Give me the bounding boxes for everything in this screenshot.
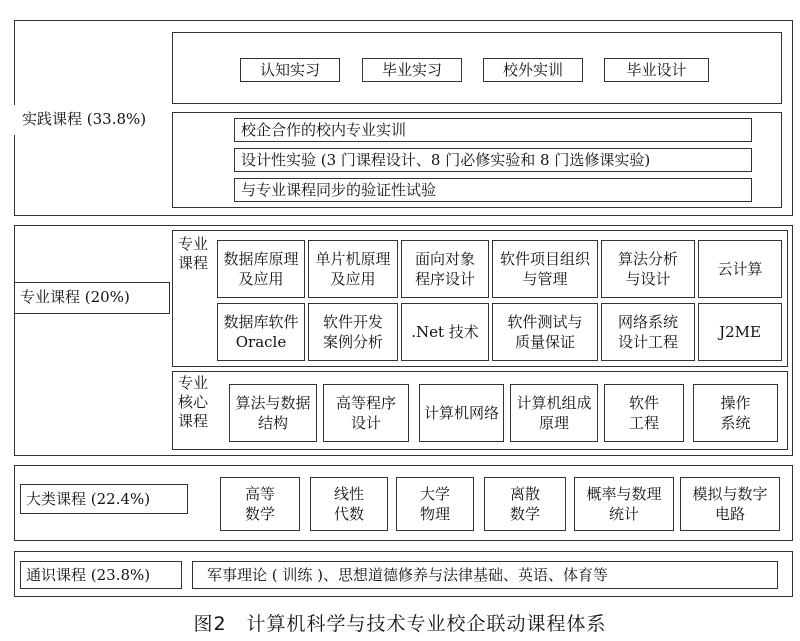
course-database-principles: 数据库原理 及应用 bbox=[217, 240, 305, 298]
course-software-testing: 软件测试与 质量保证 bbox=[492, 303, 598, 361]
practice-item-school-enterprise-training: 校企合作的校内专业实训 bbox=[234, 118, 752, 142]
core-courses-label: 专业 核心 课程 bbox=[178, 374, 209, 430]
course-software-project-management: 软件项目组织 与管理 bbox=[492, 240, 598, 298]
practice-item-cognition: 认知实习 bbox=[240, 58, 340, 82]
practice-item-external-training: 校外实训 bbox=[483, 58, 583, 82]
course-j2me: J2ME bbox=[698, 303, 782, 361]
course-data-structures: 算法与数据 结构 bbox=[229, 384, 317, 442]
major-label-text: 专业课程 (20%) bbox=[20, 288, 130, 306]
course-network-system-design: 网络系统 设计工程 bbox=[601, 303, 695, 361]
course-software-case-analysis: 软件开发 案例分析 bbox=[308, 303, 398, 361]
practice-item-graduation-design: 毕业设计 bbox=[604, 58, 709, 82]
general-education-label-text: 通识课程 (23.8%) bbox=[26, 566, 151, 584]
general-education-content: 军事理论 ( 训练 )、思想道德修养与法律基础、英语、体育等 bbox=[192, 561, 778, 589]
practice-item-design-experiments: 设计性实验 (3 门课程设计、8 门必修实验和 8 门选修课实验) bbox=[234, 148, 752, 172]
course-algorithm-analysis: 算法分析 与设计 bbox=[601, 240, 695, 298]
course-dotnet: .Net 技术 bbox=[401, 303, 489, 361]
course-mcu-principles: 单片机原理 及应用 bbox=[308, 240, 398, 298]
course-oracle: 数据库软件 Oracle bbox=[217, 303, 305, 361]
practice-item-graduation-internship: 毕业实习 bbox=[362, 58, 462, 82]
course-operating-systems: 操作 系统 bbox=[693, 384, 778, 442]
course-linear-algebra: 线性 代数 bbox=[310, 477, 388, 531]
course-cloud-computing: 云计算 bbox=[698, 240, 782, 298]
general-category-label-text: 大类课程 (22.4%) bbox=[26, 490, 151, 508]
course-oop: 面向对象 程序设计 bbox=[401, 240, 489, 298]
practice-label-text: 实践课程 (33.8%) bbox=[22, 110, 147, 128]
course-probability-statistics: 概率与数理 统计 bbox=[574, 477, 674, 531]
course-college-physics: 大学 物理 bbox=[396, 477, 474, 531]
course-analog-digital-circuits: 模拟与数字 电路 bbox=[680, 477, 780, 531]
course-computer-networks: 计算机网络 bbox=[419, 384, 504, 442]
course-advanced-programming: 高等程序 设计 bbox=[323, 384, 409, 442]
course-advanced-math: 高等 数学 bbox=[220, 477, 300, 531]
course-discrete-math: 离散 数学 bbox=[484, 477, 566, 531]
practice-item-verification-experiments: 与专业课程同步的验证性试验 bbox=[234, 178, 752, 202]
course-software-engineering: 软件 工程 bbox=[604, 384, 684, 442]
course-computer-organization: 计算机组成 原理 bbox=[510, 384, 598, 442]
figure-caption: 图2 计算机科学与技术专业校企联动课程体系 bbox=[193, 613, 607, 635]
major-courses-label: 专业 课程 bbox=[178, 235, 209, 272]
